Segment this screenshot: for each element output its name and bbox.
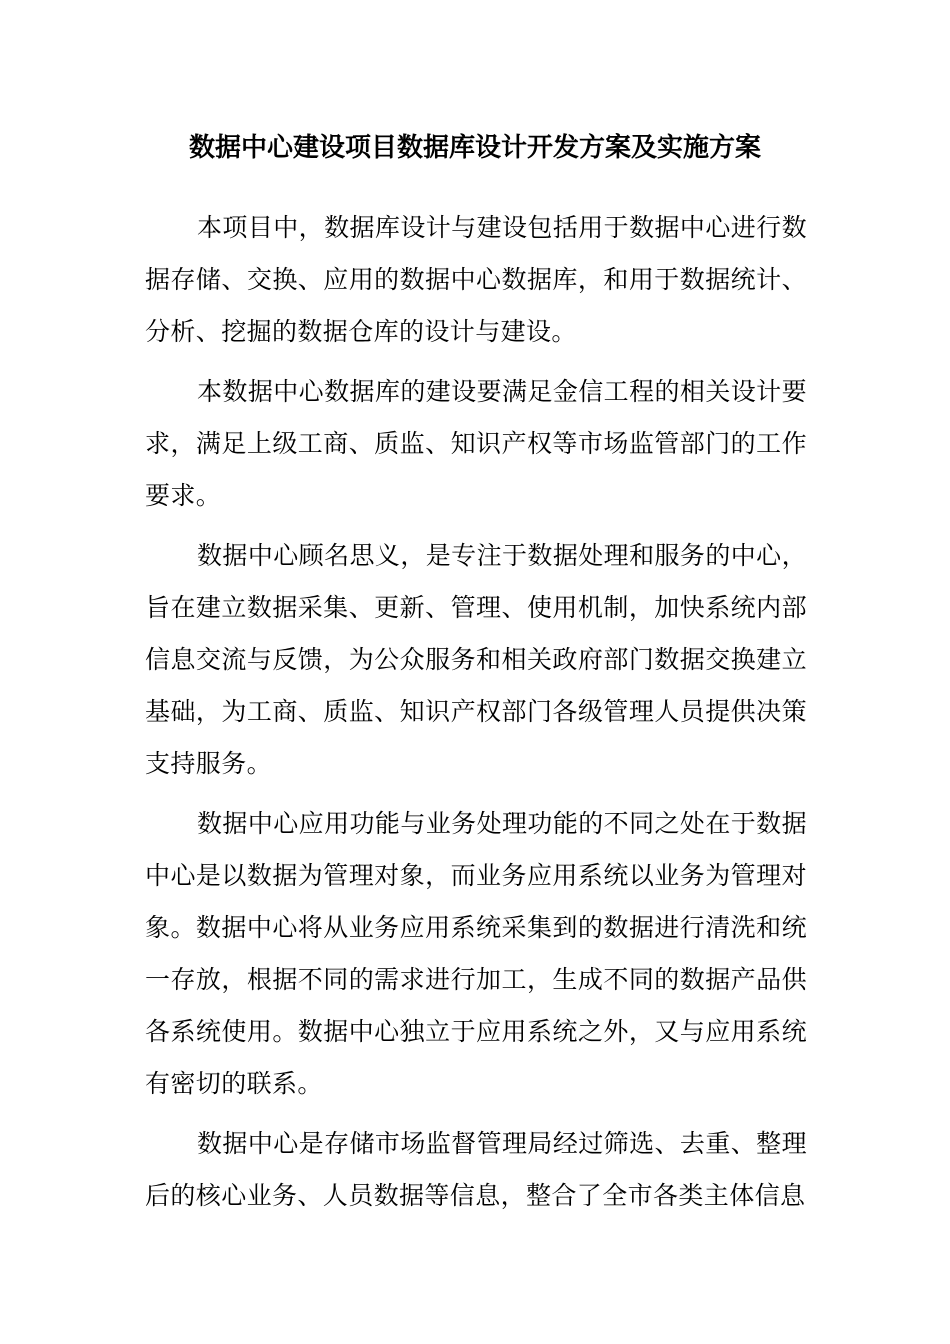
document-body xyxy=(145,202,807,1230)
paragraph-5: 数据中心是存储市场监督管理局经过筛选、去重、整理后的核心业务、人员数据等信息，整合了全市各类主体信息 xyxy=(145,1129,807,1210)
paragraph-1: 本项目中，数据库设计与建设包括用于数据中心进行数据存储、交换、应用的数据中心数据库，和用于数据统计、分析、挖掘的数据仓库的设计与建设。 xyxy=(145,213,807,346)
paragraph-2: 本数据中心数据库的建设要满足金信工程的相关设计要求，满足上级工商、质监、知识产权等市场监管部门的工作要求。 xyxy=(145,377,807,510)
document-title: 数据中心建设项目数据库设计开发方案及实施方案 xyxy=(188,133,761,163)
paragraph-4: 数据中心应用功能与业务处理功能的不同之处在于数据中心是以数据为管理对象，而业务应用系统以业务为管理对象。数据中心将从业务应用系统采集到的数据进行清洗和统一存放，根据不同的需求进行加工，生成不同的数据产品供各系统使用。数据中心独立于应用系统之外，又与应用系统有密切的联系。 xyxy=(145,809,807,1098)
paragraph-3: 数据中心顾名思义，是专注于数据处理和服务的中心，旨在建立数据采集、更新、管理、使用机制，加快系统内部信息交流与反馈，为公众服务和相关政府部门数据交换建立基础，为工商、质监、知识产权部门各级管理人员提供决策支持服务。 xyxy=(145,541,807,778)
